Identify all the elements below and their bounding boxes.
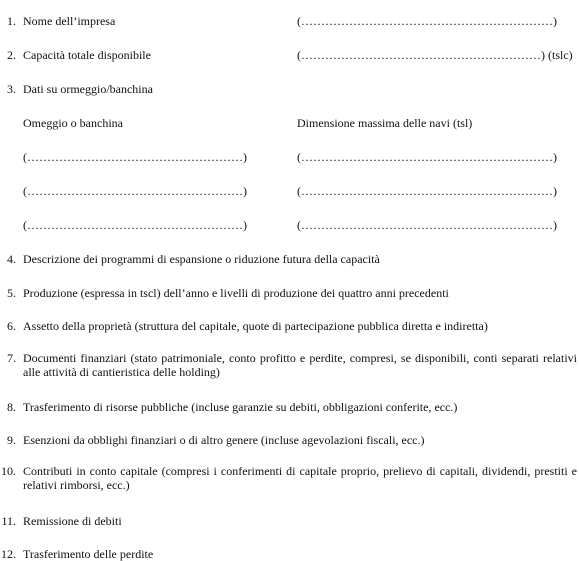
item-number: 1. bbox=[7, 14, 16, 28]
max-ship-size-field: (………………………………………………………) bbox=[297, 218, 557, 232]
item-number: 9. bbox=[7, 433, 16, 447]
item-number: 6. bbox=[7, 319, 16, 333]
item-label-berth-data: Dati su ormeggio/banchina bbox=[23, 82, 153, 96]
item-number: 8. bbox=[7, 400, 16, 414]
berth-column-header: Omeggio o banchina bbox=[23, 116, 123, 130]
item-label-expansion-programs: Descrizione dei programmi di espansione o riduzione futura della capacità bbox=[23, 252, 380, 266]
item-number: 5. bbox=[7, 286, 16, 300]
max-ship-size-field: (………………………………………………………) bbox=[297, 184, 557, 198]
item-label-production: Produzione (espressa in tscl) dell’anno e livelli di produzione dei quattro anni precedenti bbox=[23, 286, 449, 300]
item-label-financial-documents: Documenti finanziari (stato patrimoniale, conto profitto e perdite, compresi, se disponibili, conti separati relativi alle attività di cantieristica delle holding) bbox=[23, 351, 577, 379]
item-label-capital-contributions: Contributi in conto capitale (compresi i conferimenti di capitale proprio, prelievo di capitali, dividendi, prestiti e relativi rimborsi, ecc.) bbox=[23, 464, 577, 492]
item-label-company-name: Nome dell’impresa bbox=[23, 14, 116, 28]
berth-field: (………………………………………………) bbox=[23, 150, 247, 164]
item-label-total-capacity: Capacità totale disponibile bbox=[23, 48, 151, 62]
item-number: 11. bbox=[1, 514, 16, 528]
item-number: 10. bbox=[1, 464, 16, 478]
item-number: 3. bbox=[7, 82, 16, 96]
item-number: 4. bbox=[7, 252, 16, 266]
company-name-field: (………………………………………………………) bbox=[297, 14, 557, 28]
item-number: 7. bbox=[7, 351, 16, 365]
berth-field: (………………………………………………) bbox=[23, 218, 247, 232]
item-label-public-resources: Trasferimento di risorse pubbliche (incluse garanzie su debiti, obbligazioni conferite, ecc.) bbox=[23, 400, 458, 414]
item-label-exemptions: Esenzioni da obblighi finanziari o di altro genere (incluse agevolazioni fiscali, ecc.) bbox=[23, 433, 425, 447]
item-label-debt-remission: Remissione di debiti bbox=[23, 514, 122, 528]
max-ship-size-column-header: Dimensione massima delle navi (tsl) bbox=[297, 116, 473, 130]
max-ship-size-field: (………………………………………………………) bbox=[297, 150, 557, 164]
item-label-loss-transfer: Trasferimento delle perdite bbox=[23, 547, 154, 561]
item-number: 12. bbox=[1, 547, 16, 561]
item-label-ownership: Assetto della proprietà (struttura del capitale, quote di partecipazione pubblica diretta e indiretta) bbox=[23, 319, 488, 333]
berth-field: (………………………………………………) bbox=[23, 184, 247, 198]
item-number: 2. bbox=[7, 48, 16, 62]
total-capacity-field: (……………………………………………………) (tslc) bbox=[297, 48, 573, 62]
